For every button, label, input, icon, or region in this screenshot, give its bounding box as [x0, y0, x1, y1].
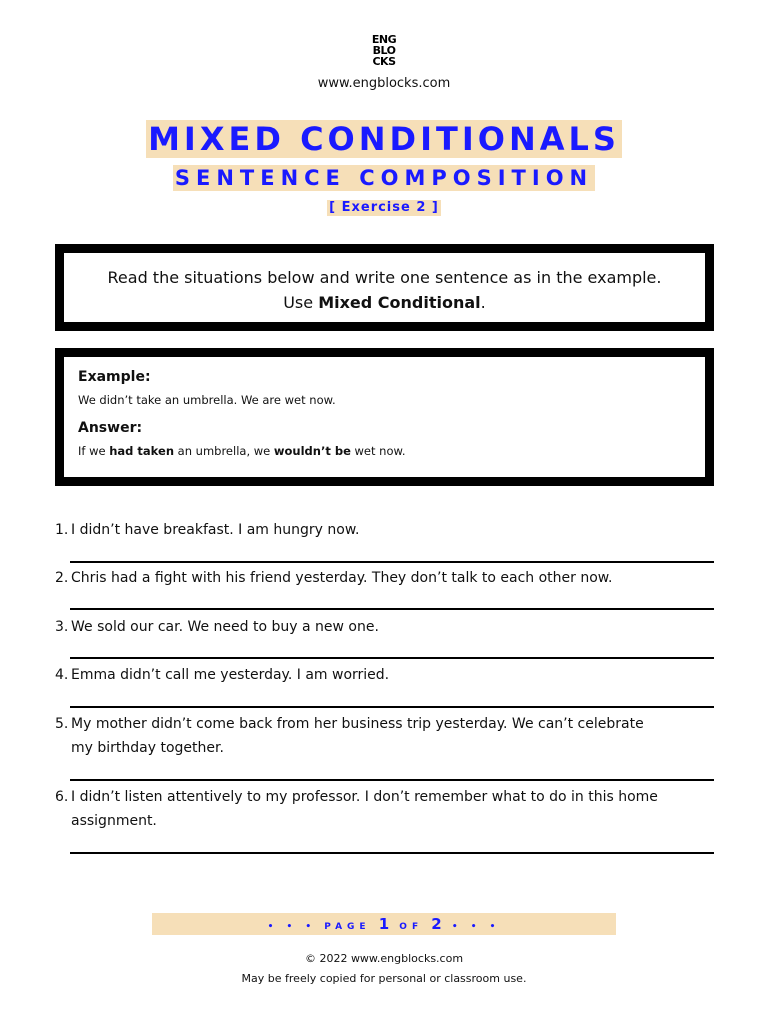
question-1 — [55, 518, 715, 542]
question-number: 2. — [55, 570, 69, 586]
question-3 — [55, 615, 715, 639]
page-title: MIXED CONDITIONALS — [148, 120, 620, 158]
logo-line: BLO — [372, 44, 396, 57]
page-subtitle: SENTENCE COMPOSITION — [174, 166, 594, 190]
answer-line-2[interactable] — [70, 608, 714, 610]
answer-part: wet now. — [350, 444, 406, 458]
question-text-continued: assignment. — [71, 813, 157, 829]
instruction-prefix: Use — [283, 293, 319, 312]
answer-part: an umbrella, we — [174, 444, 274, 458]
instruction-line-1: Read the situations below and write one sentence as in the example. — [107, 268, 662, 287]
question-text: I didn’t have breakfast. I am hungry now. — [71, 522, 360, 538]
example-box — [55, 348, 714, 486]
answer-line-5[interactable] — [70, 779, 714, 781]
copyright: © 2022 www.engblocks.com — [304, 952, 464, 965]
page-total: 2 — [431, 915, 444, 933]
question-text: We sold our car. We need to buy a new one. — [71, 619, 379, 635]
page-word: PAGE — [324, 922, 371, 932]
question-5 — [55, 712, 715, 760]
answer-line-6[interactable] — [70, 852, 714, 854]
question-4 — [55, 663, 715, 687]
dots-left: • • • — [267, 922, 317, 932]
answer-line-1[interactable] — [70, 561, 714, 563]
instruction-line-2 — [64, 290, 705, 315]
page-indicator — [152, 913, 616, 935]
question-text: I didn’t listen attentively to my professor. I don’t remember what to do in this home — [71, 789, 658, 805]
instruction-box — [55, 244, 714, 331]
answer-line-4[interactable] — [70, 706, 714, 708]
logo-line: CKS — [372, 55, 396, 68]
exercise-label: [ Exercise 2 ] — [329, 200, 439, 215]
question-text-continued: my birthday together. — [71, 740, 224, 756]
instruction-suffix: . — [480, 293, 486, 312]
question-text: My mother didn’t come back from her business trip yesterday. We can’t celebrate — [71, 716, 644, 732]
question-number: 5. — [55, 716, 69, 732]
question-number: 3. — [55, 619, 69, 635]
answer-bold: wouldn’t be — [273, 444, 351, 458]
question-number: 1. — [55, 522, 69, 538]
of-word: OF — [399, 922, 424, 932]
engblocks-logo — [363, 34, 405, 67]
question-number: 6. — [55, 789, 69, 805]
instruction-bold: Mixed Conditional — [318, 293, 481, 312]
question-2 — [55, 566, 715, 590]
example-text: We didn’t take an umbrella. We are wet now. — [78, 393, 336, 407]
logo-line: ENG — [371, 33, 397, 46]
answer-label: Answer: — [78, 420, 143, 436]
dots-right: • • • — [451, 922, 501, 932]
answer-part: If we — [78, 444, 110, 458]
question-6 — [55, 785, 715, 833]
page-current: 1 — [378, 915, 392, 933]
answer-text — [78, 443, 705, 459]
license-note: May be freely copied for personal or classroom use. — [241, 972, 527, 985]
question-text: Chris had a fight with his friend yesterday. They don’t talk to each other now. — [71, 570, 613, 586]
site-url: www.engblocks.com — [317, 76, 451, 91]
example-label: Example: — [78, 369, 151, 385]
question-number: 4. — [55, 667, 69, 683]
answer-bold: had taken — [109, 444, 175, 458]
question-text: Emma didn’t call me yesterday. I am worried. — [71, 667, 390, 683]
answer-line-3[interactable] — [70, 657, 714, 659]
